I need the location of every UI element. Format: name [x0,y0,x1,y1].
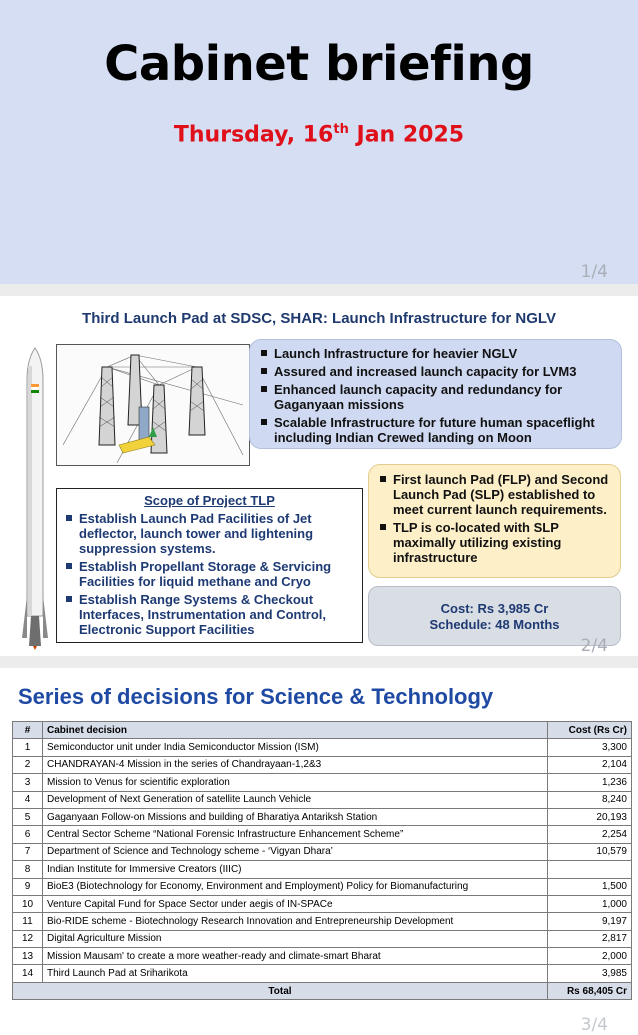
row-decision: Gaganyaan Follow-on Missions and building of Bharatiya Antariksh Station [43,808,548,825]
page-indicator-2: 2/4 [580,636,608,656]
list-item: First launch Pad (FLP) and Second Launch Pad (SLP) established to meet current launch requirements. [379,472,612,517]
list-item: Establish Range Systems & Checkout Interfaces, Instrumentation and Control, Electronic Support Facilities [65,592,354,637]
table-row [13,913,632,930]
page-indicator-3: 3/4 [580,1015,608,1035]
row-decision: Mission to Venus for scientific exploration [43,774,548,791]
row-cost: 9,197 [548,913,632,930]
slide-divider [0,284,638,296]
tlp-notes-list [379,472,612,565]
header-decision: Cabinet decision [43,722,548,739]
row-number: 1 [13,739,43,756]
row-number: 13 [13,948,43,965]
decisions-slide [0,668,638,1035]
table-row [13,774,632,791]
scope-heading: Scope of Project TLP [144,493,275,508]
date-ordinal: th [333,122,349,137]
row-number: 9 [13,878,43,895]
tlp-notes-box [368,464,621,578]
row-decision: Development of Next Generation of satellite Launch Vehicle [43,791,548,808]
list-item: Establish Propellant Storage & Servicing Facilities for liquid methane and Cryo [65,559,354,589]
row-decision: BioE3 (Biotechnology for Economy, Environment and Employment) Policy for Biomanufacturing [43,878,548,895]
table-row [13,878,632,895]
row-cost: 20,193 [548,808,632,825]
tlp-slide-title: Third Launch Pad at SDSC, SHAR: Launch Infrastructure for NGLV [82,310,556,327]
table-row [13,791,632,808]
row-decision: Digital Agriculture Mission [43,930,548,947]
tlp-cost: Cost: Rs 3,985 Cr [440,601,549,616]
row-decision: Indian Institute for Immersive Creators (IIIC) [43,861,548,878]
row-cost: 1,500 [548,878,632,895]
row-decision: Venture Capital Fund for Space Sector under aegis of IN-SPACe [43,895,548,912]
table-row [13,930,632,947]
total-label: Total [13,982,548,999]
row-cost: 3,985 [548,965,632,982]
row-decision: CHANDRAYAN-4 Mission in the series of Chandrayaan-1,2&3 [43,756,548,773]
table-header-row [13,722,632,739]
total-value: Rs 68,405 Cr [548,982,632,999]
list-item: Establish Launch Pad Facilities of Jet deflector, launch tower and lightening suppression systems. [65,511,354,556]
table-row [13,843,632,860]
row-cost: 2,104 [548,756,632,773]
list-item: Enhanced launch capacity and redundancy for Gaganyaan missions [260,382,611,412]
table-row [13,808,632,825]
table-row [13,826,632,843]
table-row [13,739,632,756]
row-decision: Semiconductor unit under India Semiconductor Mission (ISM) [43,739,548,756]
row-decision: Third Launch Pad at Sriharikota [43,965,548,982]
slide-divider [0,656,638,668]
row-decision: Central Sector Scheme “National Forensic Infrastructure Enhancement Scheme” [43,826,548,843]
header-cost: Cost (Rs Cr) [548,722,632,739]
rocket-illustration [22,346,48,650]
table-row [13,861,632,878]
row-cost: 8,240 [548,791,632,808]
row-cost: 2,254 [548,826,632,843]
decisions-table [12,721,632,1000]
scope-list [65,511,354,637]
tlp-highlights-list [260,346,611,445]
row-cost: 10,579 [548,843,632,860]
table-row [13,948,632,965]
row-number: 12 [13,930,43,947]
title-slide [0,0,638,284]
list-item: Assured and increased launch capacity for LVM3 [260,364,611,379]
row-number: 10 [13,895,43,912]
tlp-scope-box [56,488,363,643]
table-row [13,965,632,982]
row-cost: 2,817 [548,930,632,947]
tlp-slide [0,296,638,656]
tlp-schedule: Schedule: 48 Months [429,617,560,632]
page-indicator-1: 1/4 [580,262,608,282]
list-item: TLP is co-located with SLP maximally utilizing existing infrastructure [379,520,612,565]
launch-towers-illustration [56,344,250,466]
briefing-title: Cabinet briefing [104,36,534,92]
header-number: # [13,722,43,739]
row-cost: 1,000 [548,895,632,912]
row-cost: 1,236 [548,774,632,791]
total-row [13,982,632,999]
list-item: Scalable Infrastructure for future human spaceflight including Indian Crewed landing on Moon [260,415,611,445]
tlp-highlights-box [249,339,622,449]
row-number: 2 [13,756,43,773]
row-number: 3 [13,774,43,791]
list-item: Launch Infrastructure for heavier NGLV [260,346,611,361]
row-decision: Department of Science and Technology scheme - ‘Vigyan Dhara’ [43,843,548,860]
briefing-date [0,122,638,147]
row-number: 11 [13,913,43,930]
row-cost [548,861,632,878]
row-number: 14 [13,965,43,982]
table-row [13,895,632,912]
row-number: 5 [13,808,43,825]
decisions-title: Series of decisions for Science & Technology [18,684,494,709]
row-decision: Bio-RIDE scheme - Biotechnology Research Innovation and Entrepreneurship Development [43,913,548,930]
row-number: 7 [13,843,43,860]
row-decision: Mission Mausam' to create a more weather-ready and climate-smart Bharat [43,948,548,965]
date-day: Thursday, 16 [173,122,334,148]
row-cost: 2,000 [548,948,632,965]
row-number: 8 [13,861,43,878]
date-month-year: Jan 2025 [348,122,465,148]
decisions-table-body [13,739,632,982]
table-row [13,756,632,773]
row-cost: 3,300 [548,739,632,756]
row-number: 6 [13,826,43,843]
row-number: 4 [13,791,43,808]
